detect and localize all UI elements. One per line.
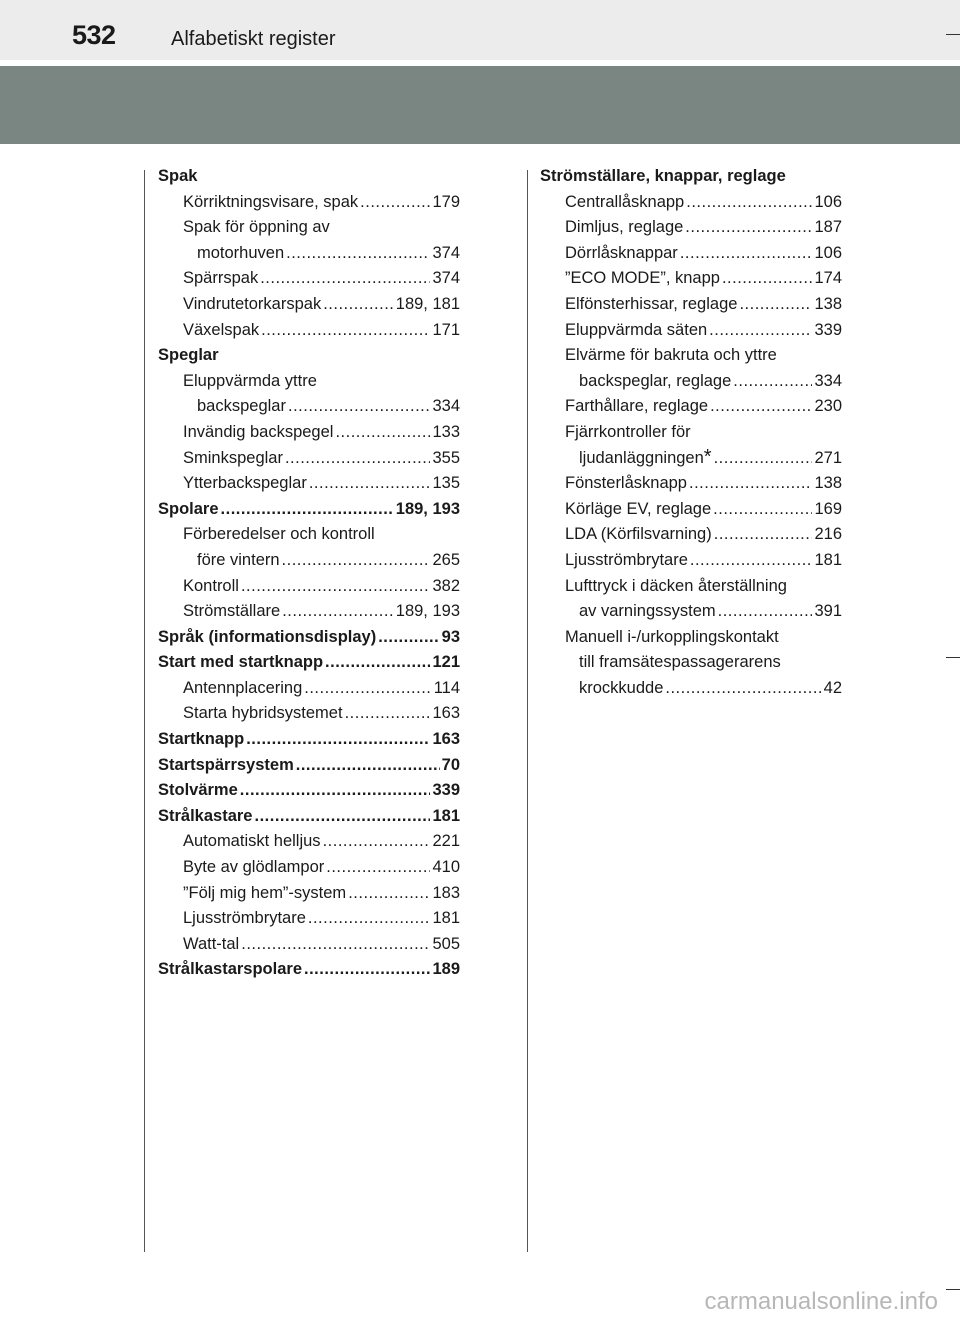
index-column-left (158, 164, 460, 983)
index-subentry (540, 292, 842, 318)
index-entry (158, 778, 460, 804)
page-reference: 265 (432, 550, 460, 569)
page-reference: 189, 181 (395, 294, 460, 313)
page-reference: 189 (432, 960, 460, 979)
entry-text: Växelspak (183, 320, 260, 339)
index-entry (158, 804, 460, 830)
page-reference: 135 (432, 474, 460, 493)
dot-leader (240, 778, 431, 804)
entry-text: Eluppvärmda yttre (183, 371, 317, 390)
page-reference: 374 (432, 269, 460, 288)
index-subentry (158, 215, 460, 241)
entry-text: Centrallåsknapp (565, 192, 685, 211)
index-subentry (158, 522, 460, 548)
entry-text: Fjärrkontroller för (565, 422, 691, 441)
page-reference: 106 (814, 243, 842, 262)
page-reference: 181 (432, 909, 460, 928)
page-reference: 114 (433, 678, 460, 697)
page-reference: 189, 193 (395, 602, 460, 621)
entry-text: Strålkastare (158, 806, 253, 825)
page-reference: 339 (432, 781, 460, 800)
index-entry (158, 625, 460, 651)
entry-text: Eluppvärmda säten (565, 320, 708, 339)
entry-text: Farthållare, reglage (565, 397, 709, 416)
index-subentry (158, 471, 460, 497)
index-subentry (158, 829, 460, 855)
dot-leader (665, 676, 821, 702)
entry-text: Strömställare, knappar, reglage (540, 167, 786, 185)
entry-text: krockkudde (579, 678, 664, 697)
entry-text: Elfönsterhissar, reglage (565, 294, 738, 313)
entry-text: Spak (158, 167, 198, 185)
dot-leader (304, 957, 430, 983)
index-entry (158, 343, 460, 369)
section-title: Alfabetiskt register (171, 28, 336, 50)
entry-text: Språk (informationsdisplay) (158, 627, 377, 646)
entry-text: backspeglar, reglage (579, 371, 732, 390)
page-reference: 221 (432, 832, 460, 851)
index-subentry (158, 676, 460, 702)
index-entry (158, 727, 460, 753)
page-reference: 374 (432, 243, 460, 262)
entry-text: Spak för öppning av (183, 218, 330, 237)
index-subentry (540, 574, 842, 600)
index-subentry (540, 394, 842, 420)
dot-leader (241, 932, 430, 958)
index-subentry (540, 266, 842, 292)
dot-leader (323, 829, 431, 855)
dot-leader (348, 881, 430, 907)
index-subentry (158, 881, 460, 907)
entry-text: Strålkastarspolare (158, 960, 302, 979)
page-header (0, 0, 960, 60)
dot-leader (689, 471, 812, 497)
page-reference: 174 (814, 269, 842, 288)
entry-text: ljudanläggningen (579, 448, 704, 467)
entry-text: Ytterbackspeglar (183, 474, 307, 493)
dot-leader (713, 497, 812, 523)
entry-text: Lufttryck i däcken återställning (565, 576, 787, 595)
entry-text: Kontroll (183, 576, 239, 595)
index-subentry (540, 369, 842, 395)
dot-leader (733, 369, 812, 395)
index-subentry (158, 701, 460, 727)
page-reference: 334 (432, 397, 460, 416)
page-reference: 42 (823, 678, 842, 697)
entry-text: Sminkspeglar (183, 448, 283, 467)
entry-text: Elvärme för bakruta och yttre (565, 346, 777, 365)
dot-leader (246, 727, 430, 753)
page-reference: 163 (432, 704, 460, 723)
dot-leader (739, 292, 812, 318)
page-reference: 138 (814, 294, 842, 313)
index-entry (158, 164, 460, 190)
page-reference: 138 (814, 474, 842, 493)
entry-text: Invändig backspegel (183, 422, 334, 441)
dot-leader (309, 471, 431, 497)
page-reference: 216 (814, 525, 842, 544)
entry-text: ”Följ mig hem”-system (183, 883, 347, 902)
crop-mark (946, 657, 960, 658)
dot-leader (680, 241, 813, 267)
index-subentry (540, 190, 842, 216)
dot-leader (360, 190, 430, 216)
page-reference: 181 (814, 550, 842, 569)
index-subentry (158, 394, 460, 420)
crop-mark (946, 1289, 960, 1290)
dot-leader (718, 599, 813, 625)
entry-text: Start med startknapp (158, 653, 324, 672)
dot-leader (308, 906, 431, 932)
dot-leader (260, 266, 430, 292)
entry-text: Dimljus, reglage (565, 218, 684, 237)
page-reference: 181 (432, 806, 460, 825)
dot-leader (722, 266, 813, 292)
dot-leader (288, 394, 430, 420)
entry-text: Fönsterlåsknapp (565, 474, 687, 493)
index-subentry (540, 676, 842, 702)
dot-leader (241, 574, 431, 600)
page-reference: 187 (814, 218, 842, 237)
dot-leader (286, 241, 430, 267)
entry-text: Speglar (158, 346, 219, 365)
page-reference: 382 (432, 576, 460, 595)
entry-text: Automatiskt helljus (183, 832, 321, 851)
dot-leader (296, 753, 440, 779)
entry-text: Ljusströmbrytare (183, 909, 306, 928)
entry-text: Spolare (158, 499, 219, 518)
page-reference: 355 (432, 448, 460, 467)
index-subentry (540, 343, 842, 369)
entry-text: Startknapp (158, 730, 245, 749)
entry-text: före vintern (197, 550, 280, 569)
dot-leader (221, 497, 394, 523)
entry-text: Körriktningsvisare, spak (183, 192, 359, 211)
entry-text: Spärrspak (183, 269, 259, 288)
index-column-right (540, 164, 842, 701)
index-subentry: ljudanläggningen * ..... 271 (540, 446, 842, 472)
index-subentry (540, 497, 842, 523)
dot-leader (323, 292, 394, 318)
dot-leader (710, 394, 812, 420)
dot-leader (714, 446, 813, 472)
page-reference: 334 (814, 371, 842, 390)
index-entry (158, 957, 460, 983)
index-subentry (540, 471, 842, 497)
page-reference: 183 (432, 883, 460, 902)
entry-text: Vindrutetorkarspak (183, 294, 322, 313)
dot-leader (261, 318, 430, 344)
page-reference: 179 (432, 192, 460, 211)
page-reference: 106 (814, 192, 842, 211)
index-subentry (158, 369, 460, 395)
entry-text: Ljusströmbrytare (565, 550, 688, 569)
entry-text: Antennplacering (183, 678, 303, 697)
dot-leader (285, 446, 431, 472)
index-subentry (158, 420, 460, 446)
dot-leader (714, 522, 813, 548)
index-entry (540, 164, 842, 190)
page-number: 532 (72, 20, 116, 50)
entry-text: Starta hybridsystemet (183, 704, 343, 723)
dot-leader (686, 190, 812, 216)
page-reference: 171 (432, 320, 460, 339)
dot-leader (282, 599, 394, 625)
index-subentry (540, 548, 842, 574)
index-subentry (540, 241, 842, 267)
dot-leader (325, 650, 430, 676)
entry-text: backspeglar (197, 397, 286, 416)
entry-text: av varningssystem (579, 602, 716, 621)
dot-leader (282, 548, 431, 574)
dot-leader (709, 318, 812, 344)
page-reference: 121 (432, 653, 460, 672)
entry-text: Dörrlåsknappar (565, 243, 678, 262)
index-subentry (540, 650, 842, 676)
index-subentry (158, 292, 460, 318)
page-reference: 230 (814, 397, 842, 416)
entry-text: Strömställare (183, 602, 281, 621)
dot-leader (254, 804, 430, 830)
page-reference: 169 (814, 499, 842, 518)
index-subentry (158, 906, 460, 932)
header-band (0, 66, 960, 144)
dot-leader (335, 420, 430, 446)
index-subentry (158, 599, 460, 625)
entry-text: Startspärrsystem (158, 755, 294, 774)
index-subentry (158, 241, 460, 267)
entry-text: Körläge EV, reglage (565, 499, 712, 518)
index-entry (158, 497, 460, 523)
page-reference: 70 (441, 755, 460, 774)
dot-leader (304, 676, 431, 702)
index-subentry (158, 190, 460, 216)
entry-text: motorhuven (197, 243, 285, 262)
index-subentry (540, 215, 842, 241)
index-subentry (158, 855, 460, 881)
index-subentry (158, 932, 460, 958)
page-reference: 189, 193 (395, 499, 460, 518)
entry-text: Förberedelser och kontroll (183, 525, 375, 544)
index-subentry (158, 318, 460, 344)
crop-mark (946, 34, 960, 35)
page-reference: 271 (814, 448, 842, 467)
index-subentry (540, 599, 842, 625)
page-reference: 339 (814, 320, 842, 339)
page-reference: 93 (441, 627, 460, 646)
page-reference: 163 (432, 730, 460, 749)
entry-text: till framsätespassagerarens (579, 653, 781, 672)
index-subentry (158, 446, 460, 472)
index-subentry (158, 548, 460, 574)
column-rule-middle (527, 170, 528, 1252)
entry-text: Stolvärme (158, 781, 238, 800)
dot-leader (378, 625, 439, 651)
column-rule-left (144, 170, 145, 1252)
page-reference: 410 (432, 858, 460, 877)
index-subentry (540, 420, 842, 446)
dot-leader (345, 701, 431, 727)
dot-leader (326, 855, 430, 881)
page-reference: 505 (432, 934, 460, 953)
dot-leader (685, 215, 812, 241)
entry-text: Watt-tal (183, 934, 240, 953)
index-subentry (540, 522, 842, 548)
page-reference: 391 (814, 602, 842, 621)
entry-text: LDA (Körfilsvarning) (565, 525, 712, 544)
page-reference: 133 (432, 422, 460, 441)
watermark: carmanualsonline.info (704, 1288, 938, 1315)
index-subentry (158, 574, 460, 600)
index-subentry (540, 318, 842, 344)
index-subentry (540, 625, 842, 651)
dot-leader (690, 548, 813, 574)
entry-text: ”ECO MODE”, knapp (565, 269, 720, 288)
index-subentry (158, 266, 460, 292)
entry-text: Byte av glödlampor (183, 858, 325, 877)
index-entry (158, 753, 460, 779)
entry-text: Manuell i-/urkopplingskontakt (565, 627, 779, 646)
index-entry (158, 650, 460, 676)
